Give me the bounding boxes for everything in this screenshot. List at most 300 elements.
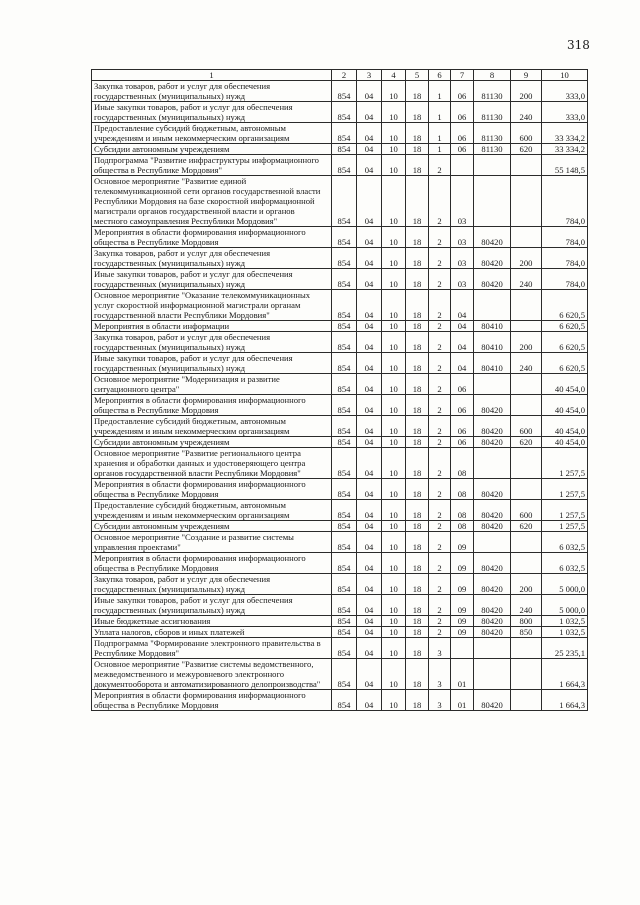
code-subprogram-cell: 1: [429, 144, 451, 155]
amount-cell: 1 257,5: [542, 521, 588, 532]
code-section-cell: 04: [357, 353, 382, 374]
amount-cell: 40 454,0: [542, 374, 588, 395]
table-row: [92, 616, 588, 627]
code-direction-cell: 80420: [474, 500, 511, 521]
code-expense-type-cell: 600: [511, 416, 542, 437]
code-expense-type-cell: [511, 176, 542, 227]
code-gov-cell: 854: [332, 553, 357, 574]
code-program-cell: 18: [406, 532, 429, 553]
code-event-cell: 06: [451, 437, 474, 448]
code-gov-cell: 854: [332, 595, 357, 616]
code-subprogram-cell: 2: [429, 553, 451, 574]
code-event-cell: 01: [451, 690, 474, 711]
code-direction-cell: [474, 532, 511, 553]
code-expense-type-cell: 200: [511, 332, 542, 353]
amount-cell: 6 620,5: [542, 353, 588, 374]
header-cell: 9: [511, 70, 542, 81]
code-subsection-cell: 10: [382, 248, 406, 269]
table-row: [92, 500, 588, 521]
code-program-cell: 18: [406, 448, 429, 479]
table-row: [92, 574, 588, 595]
code-event-cell: 03: [451, 248, 474, 269]
code-subsection-cell: 10: [382, 416, 406, 437]
code-subsection-cell: 10: [382, 155, 406, 176]
table-row: [92, 81, 588, 102]
code-expense-type-cell: [511, 321, 542, 332]
code-direction-cell: 81130: [474, 123, 511, 144]
amount-cell: 1 257,5: [542, 448, 588, 479]
code-event-cell: 04: [451, 332, 474, 353]
code-subprogram-cell: 2: [429, 500, 451, 521]
table-row: [92, 353, 588, 374]
header-cell: 2: [332, 70, 357, 81]
amount-cell: 1 257,5: [542, 500, 588, 521]
code-event-cell: 08: [451, 500, 474, 521]
code-event-cell: 08: [451, 448, 474, 479]
code-expense-type-cell: 240: [511, 595, 542, 616]
code-subsection-cell: 10: [382, 176, 406, 227]
code-section-cell: 04: [357, 616, 382, 627]
code-event-cell: 09: [451, 574, 474, 595]
code-direction-cell: 80420: [474, 479, 511, 500]
code-section-cell: 04: [357, 155, 382, 176]
code-event-cell: 09: [451, 627, 474, 638]
code-direction-cell: 80420: [474, 595, 511, 616]
code-event-cell: 06: [451, 416, 474, 437]
code-gov-cell: 854: [332, 227, 357, 248]
code-program-cell: 18: [406, 659, 429, 690]
amount-cell: 33 334,2: [542, 144, 588, 155]
code-direction-cell: 80410: [474, 353, 511, 374]
code-gov-cell: 854: [332, 81, 357, 102]
amount-cell: 5 000,0: [542, 595, 588, 616]
code-direction-cell: 81130: [474, 144, 511, 155]
code-gov-cell: 854: [332, 290, 357, 321]
code-subsection-cell: 10: [382, 102, 406, 123]
code-subsection-cell: 10: [382, 437, 406, 448]
code-gov-cell: 854: [332, 638, 357, 659]
code-subsection-cell: 10: [382, 374, 406, 395]
code-direction-cell: 80420: [474, 395, 511, 416]
code-program-cell: 18: [406, 144, 429, 155]
code-expense-type-cell: [511, 374, 542, 395]
code-program-cell: 18: [406, 553, 429, 574]
code-subsection-cell: 10: [382, 81, 406, 102]
code-gov-cell: 854: [332, 176, 357, 227]
code-event-cell: 06: [451, 81, 474, 102]
amount-cell: 784,0: [542, 248, 588, 269]
code-gov-cell: 854: [332, 123, 357, 144]
code-direction-cell: 81130: [474, 81, 511, 102]
table-row: [92, 532, 588, 553]
code-program-cell: 18: [406, 321, 429, 332]
row-name-cell: Уплата налогов, сборов и иных платежей: [92, 627, 332, 638]
code-direction-cell: [474, 176, 511, 227]
header-cell: 1: [92, 70, 332, 81]
code-subsection-cell: 10: [382, 532, 406, 553]
code-event-cell: 09: [451, 595, 474, 616]
header-cell: 5: [406, 70, 429, 81]
code-subprogram-cell: 2: [429, 395, 451, 416]
header-cell: 6: [429, 70, 451, 81]
code-expense-type-cell: 200: [511, 574, 542, 595]
code-subprogram-cell: 3: [429, 638, 451, 659]
row-name-cell: Мероприятия в области формирования информационного общества в Республике Мордовия: [92, 690, 332, 711]
row-name-cell: Основное мероприятие "Развитие регионального центра хранения и обработки данных и удостоверяющего центра органов государственной власти Республики Мордовия": [92, 448, 332, 479]
amount-cell: 1 664,3: [542, 659, 588, 690]
code-subprogram-cell: 2: [429, 176, 451, 227]
code-subprogram-cell: 2: [429, 448, 451, 479]
code-program-cell: 18: [406, 176, 429, 227]
code-section-cell: 04: [357, 269, 382, 290]
table-row: [92, 374, 588, 395]
code-subsection-cell: 10: [382, 479, 406, 500]
code-gov-cell: 854: [332, 353, 357, 374]
code-subsection-cell: 10: [382, 332, 406, 353]
code-expense-type-cell: [511, 659, 542, 690]
row-name-cell: Основное мероприятие "Создание и развитие системы управления проектами": [92, 532, 332, 553]
code-direction-cell: 80420: [474, 616, 511, 627]
code-subsection-cell: 10: [382, 595, 406, 616]
code-event-cell: 04: [451, 321, 474, 332]
code-subsection-cell: 10: [382, 500, 406, 521]
header-cell: 4: [382, 70, 406, 81]
code-program-cell: 18: [406, 248, 429, 269]
code-subsection-cell: 10: [382, 395, 406, 416]
code-section-cell: 04: [357, 81, 382, 102]
row-name-cell: Субсидии автономным учреждениям: [92, 437, 332, 448]
code-section-cell: 04: [357, 416, 382, 437]
code-subprogram-cell: 1: [429, 123, 451, 144]
code-subprogram-cell: 2: [429, 437, 451, 448]
code-expense-type-cell: [511, 638, 542, 659]
header-cell: 3: [357, 70, 382, 81]
code-expense-type-cell: [511, 690, 542, 711]
row-name-cell: Мероприятия в области информации: [92, 321, 332, 332]
row-name-cell: Основное мероприятие "Развитие единой телекоммуникационной сети органов государственной власти Республики Мордовия на базе скоростной информационной магистрали органов государственной власти и органов местного самоуправления Республики Мордовия": [92, 176, 332, 227]
code-expense-type-cell: 600: [511, 500, 542, 521]
code-subprogram-cell: 2: [429, 532, 451, 553]
code-subsection-cell: 10: [382, 638, 406, 659]
code-expense-type-cell: 800: [511, 616, 542, 627]
row-name-cell: Иные закупки товаров, работ и услуг для обеспечения государственных (муниципальных) нужд: [92, 595, 332, 616]
code-event-cell: 03: [451, 176, 474, 227]
code-direction-cell: 80420: [474, 521, 511, 532]
code-event-cell: [451, 638, 474, 659]
code-expense-type-cell: 240: [511, 353, 542, 374]
code-expense-type-cell: [511, 290, 542, 321]
amount-cell: 333,0: [542, 81, 588, 102]
code-program-cell: 18: [406, 595, 429, 616]
code-section-cell: 04: [357, 627, 382, 638]
code-event-cell: 03: [451, 269, 474, 290]
code-program-cell: 18: [406, 353, 429, 374]
row-name-cell: Основное мероприятие "Развитие системы ведомственного, межведомственного и межуровневого электронного документооборота и автоматизированного делопроизводства": [92, 659, 332, 690]
code-section-cell: 04: [357, 374, 382, 395]
amount-cell: 40 454,0: [542, 416, 588, 437]
code-subprogram-cell: 2: [429, 616, 451, 627]
code-expense-type-cell: [511, 227, 542, 248]
amount-cell: 6 620,5: [542, 321, 588, 332]
code-section-cell: 04: [357, 176, 382, 227]
code-gov-cell: 854: [332, 574, 357, 595]
code-expense-type-cell: 620: [511, 144, 542, 155]
code-event-cell: 06: [451, 374, 474, 395]
code-program-cell: 18: [406, 574, 429, 595]
row-name-cell: Предоставление субсидий бюджетным, автономным учреждениям и иным некоммерческим организациям: [92, 500, 332, 521]
amount-cell: 784,0: [542, 269, 588, 290]
row-name-cell: Субсидии автономным учреждениям: [92, 144, 332, 155]
code-gov-cell: 854: [332, 479, 357, 500]
row-name-cell: Основное мероприятие "Оказание телекоммуникационных услуг скоростной информационной магистрали органам государственной власти Республики Мордовия": [92, 290, 332, 321]
code-gov-cell: 854: [332, 690, 357, 711]
code-subsection-cell: 10: [382, 627, 406, 638]
code-subprogram-cell: 2: [429, 290, 451, 321]
code-expense-type-cell: [511, 448, 542, 479]
table-row: [92, 176, 588, 227]
code-gov-cell: 854: [332, 102, 357, 123]
amount-cell: 25 235,1: [542, 638, 588, 659]
code-expense-type-cell: 620: [511, 521, 542, 532]
code-program-cell: 18: [406, 269, 429, 290]
code-section-cell: 04: [357, 690, 382, 711]
code-subsection-cell: 10: [382, 144, 406, 155]
amount-cell: 1 664,3: [542, 690, 588, 711]
code-direction-cell: [474, 374, 511, 395]
code-subprogram-cell: 2: [429, 416, 451, 437]
code-gov-cell: 854: [332, 155, 357, 176]
code-section-cell: 04: [357, 448, 382, 479]
code-expense-type-cell: 200: [511, 81, 542, 102]
code-gov-cell: 854: [332, 248, 357, 269]
row-name-cell: Закупка товаров, работ и услуг для обеспечения государственных (муниципальных) нужд: [92, 81, 332, 102]
code-section-cell: 04: [357, 102, 382, 123]
code-gov-cell: 854: [332, 521, 357, 532]
table-row: [92, 448, 588, 479]
code-program-cell: 18: [406, 521, 429, 532]
code-expense-type-cell: [511, 553, 542, 574]
code-subprogram-cell: 2: [429, 627, 451, 638]
row-name-cell: Закупка товаров, работ и услуг для обеспечения государственных (муниципальных) нужд: [92, 332, 332, 353]
code-event-cell: 08: [451, 479, 474, 500]
code-section-cell: 04: [357, 321, 382, 332]
code-program-cell: 18: [406, 616, 429, 627]
code-direction-cell: 80420: [474, 437, 511, 448]
code-subprogram-cell: 2: [429, 595, 451, 616]
code-event-cell: 06: [451, 102, 474, 123]
code-subprogram-cell: 2: [429, 269, 451, 290]
code-subprogram-cell: 2: [429, 479, 451, 500]
code-event-cell: 09: [451, 616, 474, 627]
amount-cell: 6 620,5: [542, 332, 588, 353]
code-direction-cell: 81130: [474, 102, 511, 123]
code-direction-cell: 80420: [474, 553, 511, 574]
code-event-cell: 04: [451, 290, 474, 321]
code-subsection-cell: 10: [382, 521, 406, 532]
table-row: [92, 479, 588, 500]
code-gov-cell: 854: [332, 448, 357, 479]
code-direction-cell: 80410: [474, 321, 511, 332]
code-section-cell: 04: [357, 532, 382, 553]
code-section-cell: 04: [357, 332, 382, 353]
row-name-cell: Предоставление субсидий бюджетным, автономным учреждениям и иным некоммерческим организациям: [92, 416, 332, 437]
code-subprogram-cell: 3: [429, 690, 451, 711]
code-expense-type-cell: [511, 479, 542, 500]
code-section-cell: 04: [357, 437, 382, 448]
code-subprogram-cell: 3: [429, 659, 451, 690]
code-direction-cell: 80420: [474, 690, 511, 711]
row-name-cell: Иные бюджетные ассигнования: [92, 616, 332, 627]
row-name-cell: Мероприятия в области формирования информационного общества в Республике Мордовия: [92, 553, 332, 574]
table-row: [92, 395, 588, 416]
code-direction-cell: [474, 638, 511, 659]
code-direction-cell: 80420: [474, 416, 511, 437]
amount-cell: 1 032,5: [542, 616, 588, 627]
code-section-cell: 04: [357, 659, 382, 690]
code-section-cell: 04: [357, 227, 382, 248]
amount-cell: 6 032,5: [542, 532, 588, 553]
code-section-cell: 04: [357, 123, 382, 144]
code-section-cell: 04: [357, 500, 382, 521]
table-row: [92, 332, 588, 353]
code-subsection-cell: 10: [382, 353, 406, 374]
code-subprogram-cell: 2: [429, 353, 451, 374]
code-expense-type-cell: 200: [511, 248, 542, 269]
header-cell: 8: [474, 70, 511, 81]
table-row: [92, 123, 588, 144]
code-direction-cell: 80420: [474, 627, 511, 638]
code-subsection-cell: 10: [382, 574, 406, 595]
code-direction-cell: 80420: [474, 269, 511, 290]
code-gov-cell: 854: [332, 627, 357, 638]
code-program-cell: 18: [406, 479, 429, 500]
code-expense-type-cell: 850: [511, 627, 542, 638]
table-row: [92, 102, 588, 123]
row-name-cell: Основное мероприятие "Модернизация и развитие ситуационного центра": [92, 374, 332, 395]
table-row: [92, 155, 588, 176]
code-section-cell: 04: [357, 521, 382, 532]
row-name-cell: Иные закупки товаров, работ и услуг для обеспечения государственных (муниципальных) нужд: [92, 353, 332, 374]
code-event-cell: 03: [451, 227, 474, 248]
code-program-cell: 18: [406, 437, 429, 448]
code-gov-cell: 854: [332, 269, 357, 290]
code-program-cell: 18: [406, 374, 429, 395]
amount-cell: 1 257,5: [542, 479, 588, 500]
row-name-cell: Мероприятия в области формирования информационного общества в Республике Мордовия: [92, 395, 332, 416]
code-event-cell: 01: [451, 659, 474, 690]
row-name-cell: Мероприятия в области формирования информационного общества в Республике Мордовия: [92, 227, 332, 248]
code-expense-type-cell: [511, 532, 542, 553]
code-subprogram-cell: 2: [429, 374, 451, 395]
amount-cell: 6 032,5: [542, 553, 588, 574]
code-section-cell: 04: [357, 479, 382, 500]
code-gov-cell: 854: [332, 616, 357, 627]
code-section-cell: 04: [357, 574, 382, 595]
row-name-cell: Закупка товаров, работ и услуг для обеспечения государственных (муниципальных) нужд: [92, 248, 332, 269]
amount-cell: 55 148,5: [542, 155, 588, 176]
code-subsection-cell: 10: [382, 448, 406, 479]
code-program-cell: 18: [406, 332, 429, 353]
amount-cell: 40 454,0: [542, 437, 588, 448]
table-row: [92, 248, 588, 269]
code-event-cell: 09: [451, 532, 474, 553]
code-gov-cell: 854: [332, 395, 357, 416]
code-program-cell: 18: [406, 290, 429, 321]
row-name-cell: Иные закупки товаров, работ и услуг для обеспечения государственных (муниципальных) нужд: [92, 269, 332, 290]
code-event-cell: 04: [451, 353, 474, 374]
code-section-cell: 04: [357, 395, 382, 416]
code-direction-cell: [474, 448, 511, 479]
code-program-cell: 18: [406, 227, 429, 248]
code-event-cell: 08: [451, 521, 474, 532]
code-subsection-cell: 10: [382, 290, 406, 321]
code-gov-cell: 854: [332, 416, 357, 437]
code-program-cell: 18: [406, 102, 429, 123]
code-event-cell: 06: [451, 123, 474, 144]
table-row: [92, 321, 588, 332]
code-gov-cell: 854: [332, 144, 357, 155]
code-subprogram-cell: 2: [429, 321, 451, 332]
row-name-cell: Иные закупки товаров, работ и услуг для обеспечения государственных (муниципальных) нужд: [92, 102, 332, 123]
amount-cell: 784,0: [542, 176, 588, 227]
code-section-cell: 04: [357, 290, 382, 321]
code-subprogram-cell: 2: [429, 227, 451, 248]
table-row: [92, 690, 588, 711]
code-program-cell: 18: [406, 395, 429, 416]
code-event-cell: 06: [451, 395, 474, 416]
code-program-cell: 18: [406, 638, 429, 659]
code-event-cell: 06: [451, 144, 474, 155]
header-cell: 7: [451, 70, 474, 81]
code-program-cell: 18: [406, 155, 429, 176]
code-subprogram-cell: 2: [429, 248, 451, 269]
table-row: [92, 659, 588, 690]
code-program-cell: 18: [406, 81, 429, 102]
amount-cell: 784,0: [542, 227, 588, 248]
code-direction-cell: [474, 659, 511, 690]
table-row: [92, 521, 588, 532]
code-subsection-cell: 10: [382, 123, 406, 144]
code-subprogram-cell: 2: [429, 574, 451, 595]
code-gov-cell: 854: [332, 500, 357, 521]
code-subprogram-cell: 2: [429, 521, 451, 532]
code-subprogram-cell: 1: [429, 102, 451, 123]
code-expense-type-cell: [511, 395, 542, 416]
code-program-cell: 18: [406, 627, 429, 638]
amount-cell: 1 032,5: [542, 627, 588, 638]
amount-cell: 6 620,5: [542, 290, 588, 321]
code-subsection-cell: 10: [382, 616, 406, 627]
header-row: [92, 70, 588, 81]
code-expense-type-cell: 240: [511, 269, 542, 290]
row-name-cell: Мероприятия в области формирования информационного общества в Республике Мордовия: [92, 479, 332, 500]
page-number: 318: [567, 38, 590, 52]
code-subprogram-cell: 2: [429, 332, 451, 353]
header-cell: 10: [542, 70, 588, 81]
code-direction-cell: [474, 290, 511, 321]
row-name-cell: Закупка товаров, работ и услуг для обеспечения государственных (муниципальных) нужд: [92, 574, 332, 595]
code-direction-cell: 80420: [474, 227, 511, 248]
code-gov-cell: 854: [332, 332, 357, 353]
table-row: [92, 553, 588, 574]
code-expense-type-cell: 600: [511, 123, 542, 144]
budget-table: [91, 69, 588, 711]
code-subsection-cell: 10: [382, 659, 406, 690]
code-gov-cell: 854: [332, 659, 357, 690]
code-section-cell: 04: [357, 595, 382, 616]
code-direction-cell: [474, 155, 511, 176]
code-direction-cell: 80420: [474, 574, 511, 595]
